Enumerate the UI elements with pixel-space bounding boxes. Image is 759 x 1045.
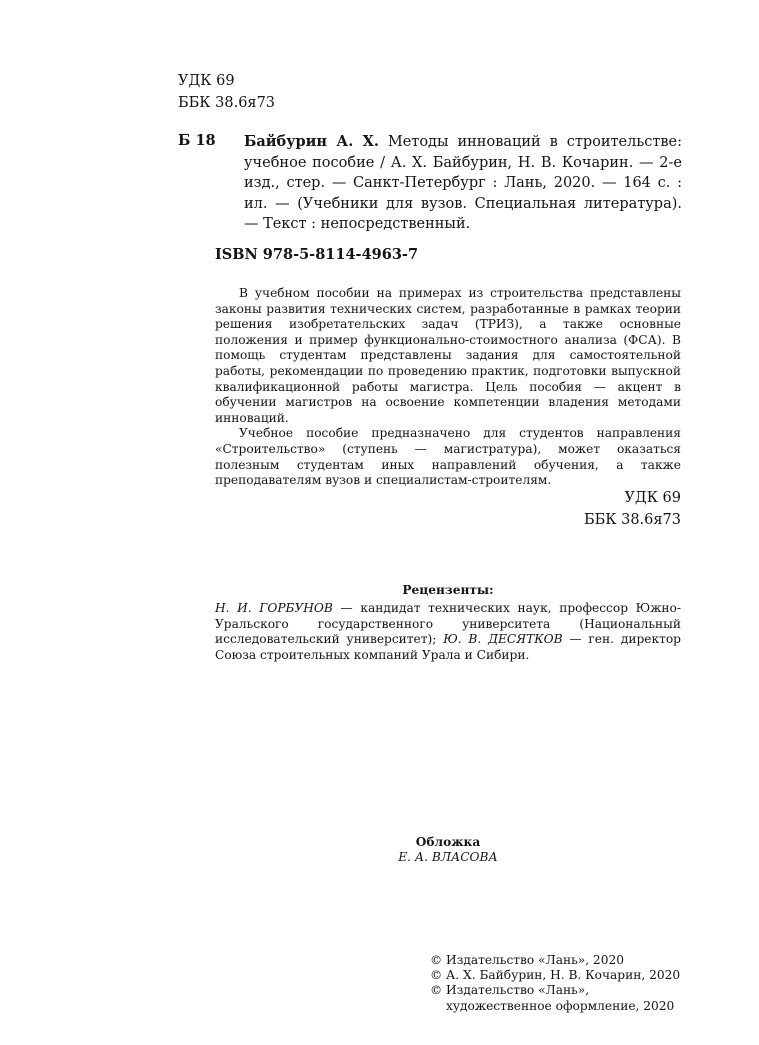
- isbn: ISBN 978-5-8114-4963-7: [215, 246, 419, 263]
- reviewer-1-name: Н. И. ГОРБУНОВ: [215, 601, 333, 615]
- udk-code: УДК 69: [178, 73, 235, 89]
- cover-designer: Е. А. ВЛАСОВА: [398, 850, 498, 864]
- reviewers-text: [215, 601, 681, 663]
- bbk-code-right: ББК 38.6я73: [583, 512, 681, 528]
- reviewer-1-desc: — кандидат технических наук, профессор Южно-Уральского государственного университета (Национальный исследовательский университет);: [215, 601, 681, 647]
- biblio-author: Байбурин А. Х.: [244, 133, 379, 150]
- copyright-line-2: © А. Х. Байбурин, Н. В. Кочарин, 2020: [430, 968, 681, 983]
- copyright-line-3: © Издательство «Лань»,: [430, 983, 590, 998]
- right-classification-codes: [584, 487, 681, 531]
- annotation: [215, 286, 681, 489]
- bibliographic-record: [244, 132, 682, 235]
- biblio-description: Методы инноваций в строительстве: учебное пособие / А. Х. Байбурин, Н. В. Кочарин. — 2-е изд., стер. — Санкт-Петербург : Лань, 2020. — 164 с. : ил. — (Учебники для вузов. Специальная литература). — Текст : непосредственный.: [244, 134, 682, 232]
- reviewer-2-name: Ю. В. ДЕСЯТКОВ: [443, 632, 563, 647]
- udk-code-right: УДК 69: [624, 490, 681, 506]
- copyright-line-4: художественное оформление, 2020: [446, 998, 675, 1013]
- top-classification-codes: [178, 70, 275, 114]
- cover-heading: Обложка: [415, 835, 481, 849]
- bbk-code: ББК 38.6я73: [178, 95, 276, 111]
- copyright-line-1: © Издательство «Лань», 2020: [430, 953, 624, 967]
- author-mark: Б 18: [178, 132, 216, 149]
- reviewer-2-desc: — ген. директор Союза строительных компаний Урала и Сибири.: [215, 632, 681, 662]
- annotation-paragraph-1: В учебном пособии на примерах из строительства представлены законы развития технических систем, разработанные в рамках теории решения изобретательских задач (ТРИЗ), а также основные положения и пример функционально-стоимостного анализа (ФСА). В помощь студентам представлены задания для самостоятельной работы, рекомендации по проведению практик, подготовки выпускной квалификационной работы магистра. Цель пособия — акцент в обучении магистров на освоение компетенции владения методами инноваций.: [215, 286, 681, 425]
- reviewers-heading: Рецензенты:: [402, 583, 494, 597]
- annotation-paragraph-2: Учебное пособие предназначено для студентов направления «Строительство» (ступень — магистратура), может оказаться полезным студентам иных направлений обучения, а также преподавателям вузов и специалистам-строителям.: [215, 426, 681, 488]
- copyright-block: [430, 953, 680, 1014]
